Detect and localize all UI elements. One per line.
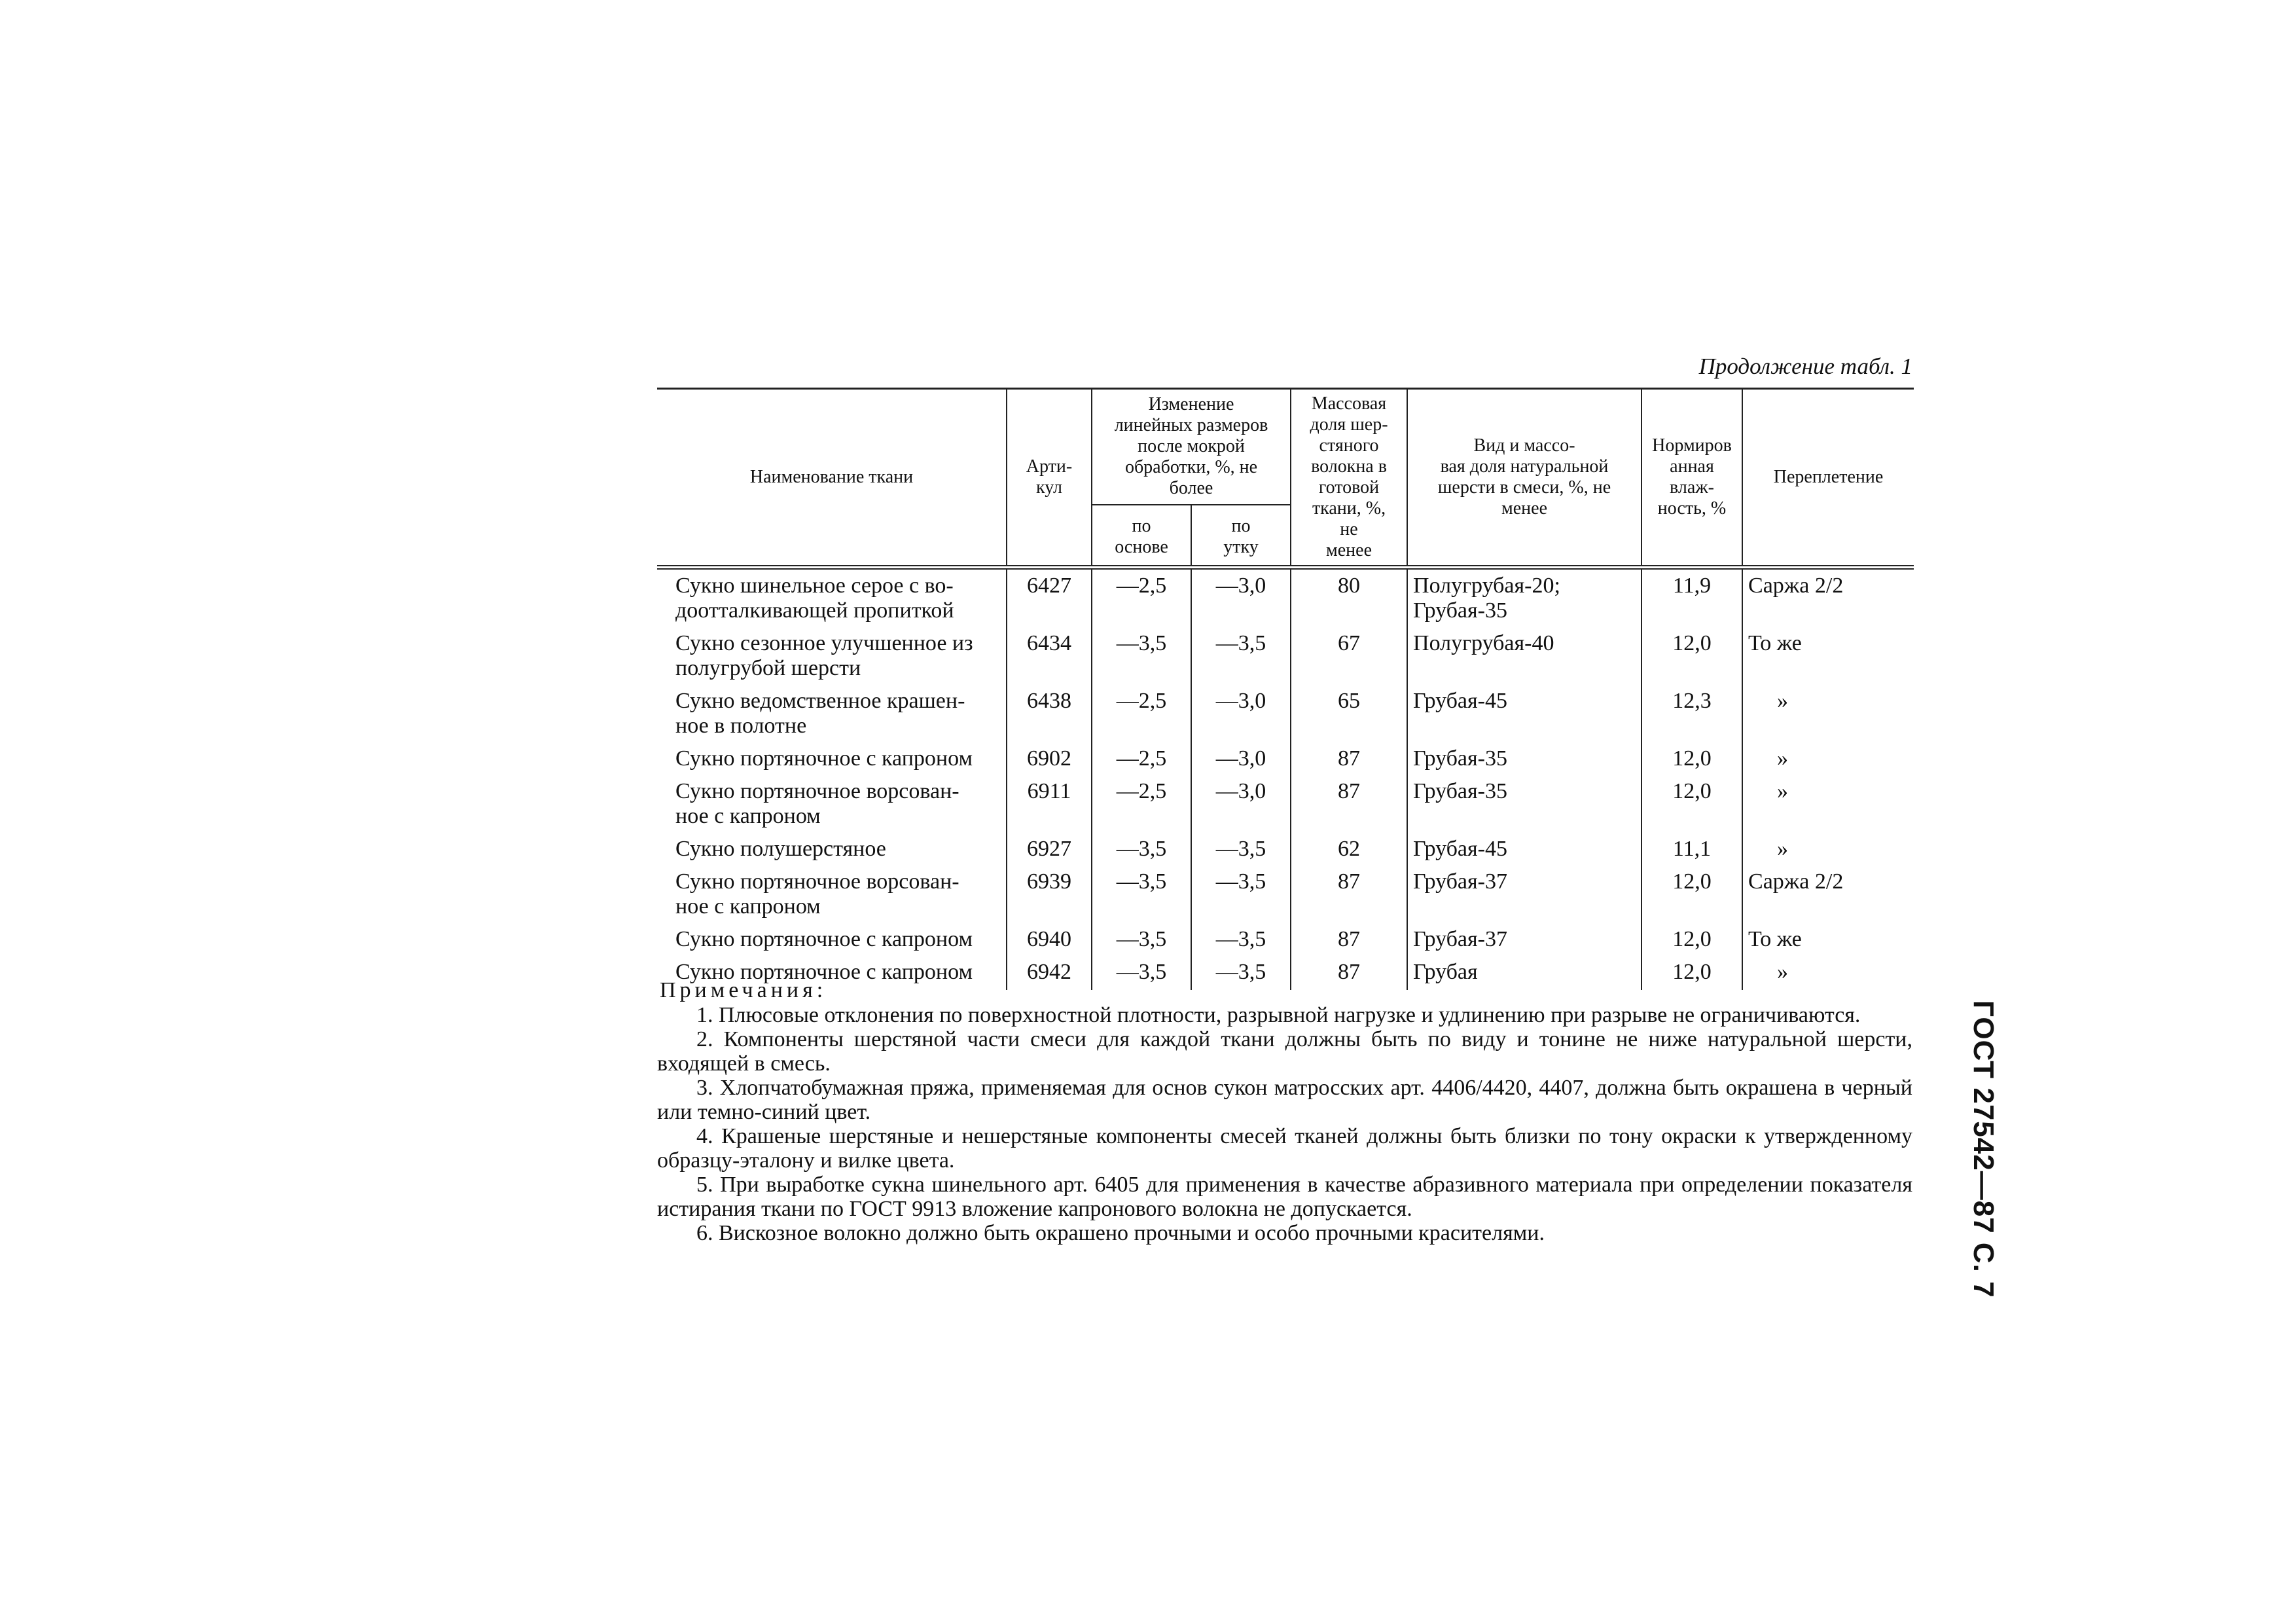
- cell-humidity: 12,0: [1641, 776, 1742, 834]
- note-item: 3. Хлопчатобумажная пряжа, применяемая для основ сукон матросских арт. 4406/4420, 4407, должна быть окрашена в черный или темно-синий цвет.: [657, 1076, 1912, 1124]
- cell-article: 6434: [1007, 629, 1092, 686]
- cell-wool-share: 87: [1291, 867, 1407, 924]
- table-continuation-label: Продолжение табл. 1: [1698, 354, 1912, 379]
- cell-weft-change: —3,5: [1191, 834, 1291, 867]
- table-row: [657, 568, 1914, 629]
- side-running-header: [1964, 1000, 2003, 1298]
- cell-weft-change: —3,5: [1191, 957, 1291, 990]
- table-row: [657, 924, 1914, 957]
- note-item: 1. Плюсовые отклонения по поверхностной плотности, разрывной нагрузке и удлинению при разрыве не ограничиваются.: [696, 1003, 1861, 1027]
- cell-article: 6902: [1007, 744, 1092, 776]
- cell-warp-change: —2,5: [1092, 568, 1191, 629]
- col-header-weft: по утку: [1191, 505, 1291, 568]
- cell-article: 6911: [1007, 776, 1092, 834]
- col-header-warp: по основе: [1092, 505, 1191, 568]
- cell-fabric-name: Сукно портяночное с капроном: [657, 957, 1007, 990]
- cell-wool-share: 80: [1291, 568, 1407, 629]
- col-header-size-change: Изменение линейных размеров после мокрой обработки, %, не более: [1092, 389, 1291, 505]
- cell-wool-share: 62: [1291, 834, 1407, 867]
- table-row: [657, 629, 1914, 686]
- cell-weft-change: —3,0: [1191, 568, 1291, 629]
- cell-natural-wool: Грубая-37: [1407, 867, 1641, 924]
- note-item: 4. Крашеные шерстяные и нешерстяные компоненты смесей тканей должны быть близки по тону окраски к утвержденному образцу-эталону и вилке цвета.: [657, 1124, 1912, 1173]
- cell-weave: »: [1742, 686, 1914, 744]
- cell-article: 6939: [1007, 867, 1092, 924]
- cell-natural-wool: Грубая: [1407, 957, 1641, 990]
- fabric-table: [657, 388, 1914, 990]
- cell-fabric-name: Сукно портяночное ворсован- ное с капроном: [657, 776, 1007, 834]
- col-header-name: Наименование ткани: [657, 389, 1007, 568]
- col-header-humidity: Нормиров анная влаж- ность, %: [1641, 389, 1742, 568]
- col-header-weave: Переплетение: [1742, 389, 1914, 568]
- cell-humidity: 12,0: [1641, 629, 1742, 686]
- cell-fabric-name: Сукно полушерстяное: [657, 834, 1007, 867]
- col-header-natural-wool: Вид и массо- вая доля натуральной шерсти в смеси, %, не менее: [1407, 389, 1641, 568]
- cell-weft-change: —3,5: [1191, 629, 1291, 686]
- cell-wool-share: 87: [1291, 744, 1407, 776]
- cell-article: 6942: [1007, 957, 1092, 990]
- cell-weave: »: [1742, 834, 1914, 867]
- table-row: [657, 744, 1914, 776]
- fabric-table-container: [657, 388, 1914, 990]
- cell-article: 6927: [1007, 834, 1092, 867]
- cell-warp-change: —3,5: [1092, 834, 1191, 867]
- note-item: 5. При выработке сукна шинельного арт. 6405 для применения в качестве абразивного материала при определении показателя истирания ткани по ГОСТ 9913 вложение капронового волокна не допускается.: [657, 1173, 1912, 1221]
- cell-natural-wool: Грубая-35: [1407, 776, 1641, 834]
- cell-natural-wool: Грубая-45: [1407, 686, 1641, 744]
- cell-warp-change: —3,5: [1092, 924, 1191, 957]
- cell-humidity: 12,0: [1641, 744, 1742, 776]
- cell-fabric-name: Сукно сезонное улучшенное из полугрубой шерсти: [657, 629, 1007, 686]
- cell-fabric-name: Сукно портяночное ворсован- ное с капроном: [657, 867, 1007, 924]
- cell-fabric-name: Сукно портяночное с капроном: [657, 924, 1007, 957]
- cell-weave: »: [1742, 776, 1914, 834]
- cell-weft-change: —3,0: [1191, 776, 1291, 834]
- cell-fabric-name: Сукно ведомственное крашен- ное в полотне: [657, 686, 1007, 744]
- cell-warp-change: —2,5: [1092, 686, 1191, 744]
- cell-warp-change: —3,5: [1092, 867, 1191, 924]
- table-body: [657, 568, 1914, 991]
- table-row: [657, 834, 1914, 867]
- cell-weave: »: [1742, 957, 1914, 990]
- cell-humidity: 12,0: [1641, 957, 1742, 990]
- cell-natural-wool: Грубая-37: [1407, 924, 1641, 957]
- cell-natural-wool: Грубая-35: [1407, 744, 1641, 776]
- cell-weave: »: [1742, 744, 1914, 776]
- standard-page-label: ГОСТ 27542—87 С. 7: [1967, 1000, 2000, 1298]
- note-item: 2. Компоненты шерстяной части смеси для каждой ткани должны быть по виду и тонине не ниже натуральной шерсти, входящей в смесь.: [657, 1027, 1912, 1076]
- col-header-wool-share: Массовая доля шер- стяного волокна в готовой ткани, %, не менее: [1291, 389, 1407, 568]
- cell-warp-change: —3,5: [1092, 957, 1191, 990]
- table-row: [657, 776, 1914, 834]
- cell-humidity: 12,3: [1641, 686, 1742, 744]
- cell-wool-share: 87: [1291, 957, 1407, 990]
- cell-weft-change: —3,0: [1191, 686, 1291, 744]
- notes-title: Примечания:: [660, 978, 827, 1002]
- table-row: [657, 867, 1914, 924]
- notes-section: [657, 978, 1912, 1245]
- note-item: 6. Вискозное волокно должно быть окрашено прочными и особо прочными красителями.: [696, 1221, 1545, 1245]
- cell-wool-share: 67: [1291, 629, 1407, 686]
- cell-weave: То же: [1742, 924, 1914, 957]
- cell-humidity: 12,0: [1641, 867, 1742, 924]
- cell-fabric-name: Сукно шинельное серое с во- доотталкивающей пропиткой: [657, 568, 1007, 629]
- cell-warp-change: —2,5: [1092, 776, 1191, 834]
- cell-natural-wool: Полугрубая-40: [1407, 629, 1641, 686]
- col-header-article: Арти- кул: [1007, 389, 1092, 568]
- cell-humidity: 11,9: [1641, 568, 1742, 629]
- cell-wool-share: 87: [1291, 776, 1407, 834]
- cell-weft-change: —3,5: [1191, 924, 1291, 957]
- cell-humidity: 12,0: [1641, 924, 1742, 957]
- cell-weave: То же: [1742, 629, 1914, 686]
- cell-weave: Саржа 2/2: [1742, 867, 1914, 924]
- cell-humidity: 11,1: [1641, 834, 1742, 867]
- cell-article: 6940: [1007, 924, 1092, 957]
- cell-weft-change: —3,5: [1191, 867, 1291, 924]
- table-header: [657, 389, 1914, 568]
- cell-weft-change: —3,0: [1191, 744, 1291, 776]
- cell-article: 6427: [1007, 568, 1092, 629]
- cell-fabric-name: Сукно портяночное с капроном: [657, 744, 1007, 776]
- cell-wool-share: 65: [1291, 686, 1407, 744]
- cell-article: 6438: [1007, 686, 1092, 744]
- cell-weave: Саржа 2/2: [1742, 568, 1914, 629]
- cell-natural-wool: Полугрубая-20; Грубая-35: [1407, 568, 1641, 629]
- cell-warp-change: —2,5: [1092, 744, 1191, 776]
- cell-warp-change: —3,5: [1092, 629, 1191, 686]
- cell-natural-wool: Грубая-45: [1407, 834, 1641, 867]
- table-row: [657, 686, 1914, 744]
- cell-wool-share: 87: [1291, 924, 1407, 957]
